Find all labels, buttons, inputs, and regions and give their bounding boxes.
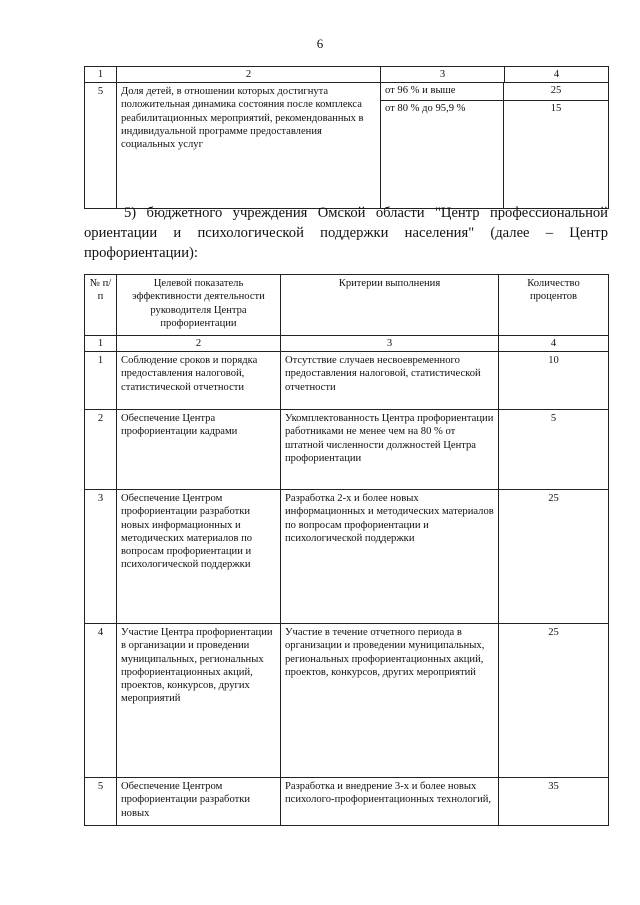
continuation-table bbox=[84, 66, 609, 209]
row-number: 1 bbox=[85, 352, 117, 410]
criteria-cell: Разработка и внедрение 3-х и более новых психолого-профориентационных технологий, bbox=[281, 778, 499, 826]
indicator-cell: Обеспечение Центра профориентации кадрами bbox=[117, 410, 281, 490]
criteria-cell: Отсутствие случаев несвоевременного предоставления налоговой, статистической отчетности bbox=[281, 352, 499, 410]
criteria-cell: Участие в течение отчетного периода в организации и проведении муниципальных, региональных профориентационных акций, проектов, конкурсов, других мероприятий bbox=[281, 624, 499, 778]
column-number: 1 bbox=[85, 67, 117, 83]
table-row bbox=[85, 490, 609, 624]
indicator-cell: Обеспечение Центром профориентации разработки новых информационных и методических материалов по вопросам профориентации и психологической поддержки bbox=[117, 490, 281, 624]
percent-cell: 25 bbox=[499, 490, 609, 624]
criteria-split-cell bbox=[381, 83, 609, 209]
indicator-cell: Участие Центра профориентации в организации и проведении муниципальных, региональных профориентационных акций, проектов, конкурсов, других мероприятий bbox=[117, 624, 281, 778]
criterion-percent: 15 bbox=[550, 103, 562, 114]
table-row bbox=[85, 410, 609, 490]
column-number: 1 bbox=[85, 336, 117, 352]
table-row bbox=[85, 624, 609, 778]
row-number: 5 bbox=[85, 778, 117, 826]
table-row bbox=[85, 83, 609, 209]
criterion-text: от 96 % и выше bbox=[381, 83, 504, 100]
criteria-cell: Разработка 2-х и более новых информационных и методических материалов по вопросам профориентации и психологической поддержки bbox=[281, 490, 499, 624]
percent-cell: 5 bbox=[499, 410, 609, 490]
indicators-table bbox=[84, 274, 609, 826]
criterion-percent: 25 bbox=[550, 85, 562, 96]
header-criteria: Критерии выполнения bbox=[281, 275, 499, 336]
column-number-row bbox=[85, 336, 609, 352]
header-row bbox=[85, 275, 609, 336]
column-number: 4 bbox=[505, 67, 609, 83]
indicator-cell: Доля детей, в отношении которых достигнута положительная динамика состояния после комплекса реабилитационных мероприятий, рекомендованных в индивидуальной программе предоставления социальных услуг bbox=[117, 83, 381, 209]
percent-cell: 25 bbox=[499, 624, 609, 778]
header-percent: Количество процентов bbox=[499, 275, 609, 336]
table-row bbox=[85, 352, 609, 410]
row-number: 4 bbox=[85, 624, 117, 778]
percent-cell: 35 bbox=[499, 778, 609, 826]
column-number: 3 bbox=[281, 336, 499, 352]
row-number: 5 bbox=[85, 83, 117, 209]
table-row bbox=[85, 778, 609, 826]
percent-cell: 10 bbox=[499, 352, 609, 410]
row-number: 2 bbox=[85, 410, 117, 490]
indicator-cell: Обеспечение Центром профориентации разработки новых bbox=[117, 778, 281, 826]
page-number: 6 bbox=[316, 36, 324, 51]
column-number-row bbox=[85, 67, 609, 83]
criterion-text: от 80 % до 95,9 % bbox=[381, 101, 504, 118]
criterion-row bbox=[381, 83, 608, 100]
criterion-row bbox=[381, 100, 608, 118]
criteria-cell: Укомплектованность Центра профориентации работниками не менее чем на 80 % от штатной численности должностей Центра профориентации bbox=[281, 410, 499, 490]
header-indicator: Целевой показатель эффективности деятельности руководителя Центра профориентации bbox=[117, 275, 281, 336]
criterion-filler bbox=[381, 118, 608, 208]
row-number: 3 bbox=[85, 490, 117, 624]
column-number: 3 bbox=[381, 67, 505, 83]
column-number: 2 bbox=[117, 67, 381, 83]
indicator-cell: Соблюдение сроков и порядка предоставления налоговой, статистической отчетности bbox=[117, 352, 281, 410]
column-number: 4 bbox=[499, 336, 609, 352]
column-number: 2 bbox=[117, 336, 281, 352]
section-heading: 5) бюджетного учреждения Омской области "Центр профессиональной ориентации и психологической поддержки населения" (далее – Центр профориентации): bbox=[84, 205, 608, 261]
header-num: № п/п bbox=[85, 275, 117, 336]
